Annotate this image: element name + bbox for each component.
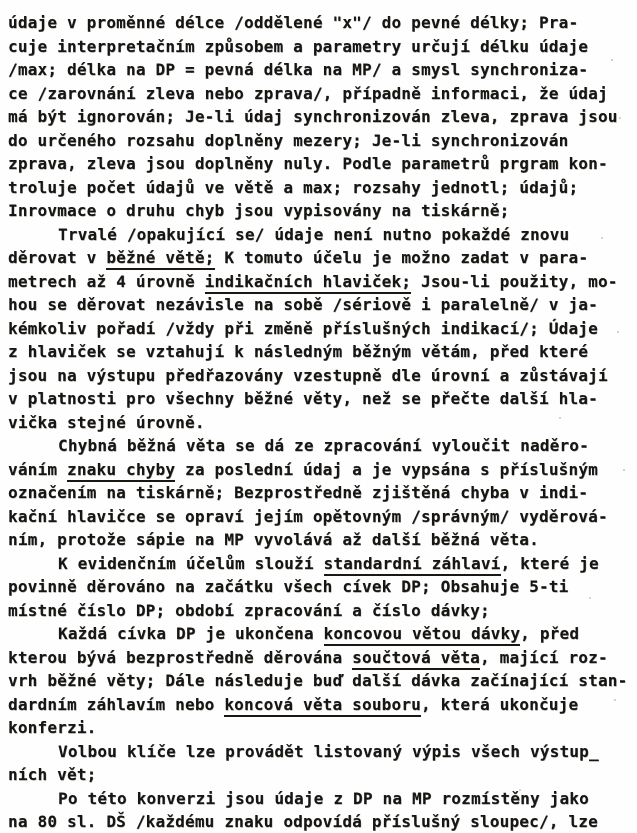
- text-line: [8, 58, 633, 82]
- text-segment: Každá cívka DP je ukončena: [58, 624, 324, 643]
- text-line: [8, 270, 633, 294]
- text-segment: váním: [8, 459, 67, 479]
- text-line: [8, 176, 633, 200]
- underlined-text-segment: indikačních hlaviček;: [205, 272, 412, 294]
- text-line: [8, 317, 633, 341]
- text-segment: má být ignorován; Je-li údaj synchronizován zleva, zprava jsou: [8, 107, 618, 126]
- text-line: [8, 481, 633, 505]
- text-segment: jsou na výstupu předřazovány vzestupně dle úrovní a zůstávají: [8, 365, 608, 385]
- text-segment: na 80 sl. DŠ /každému znaku odpovídá příslušný sloupec/, lze: [8, 812, 598, 831]
- text-line: [8, 763, 633, 787]
- text-segment: místné číslo DP; období zpracování a číslo dávky;: [8, 600, 490, 620]
- text-line: [8, 105, 633, 129]
- text-line: [8, 293, 633, 317]
- text-block: [8, 11, 633, 833]
- text-segment: údaje v proměnné délce /oddělené "x"/ do pevné délky; Pra-: [8, 13, 579, 32]
- text-segment: troluje počet údajů ve větě a max; rozsahy jednotl; údajů;: [8, 177, 579, 197]
- underlined-text-segment: koncovou větou dávky: [324, 624, 521, 646]
- underlined-text-segment: součtová věta: [352, 648, 480, 670]
- text-segment: , která ukončuje: [420, 694, 579, 714]
- text-line: [8, 810, 633, 833]
- text-segment: ních vět;: [8, 765, 97, 784]
- text-segment: dardním záhlavím nebo: [8, 694, 225, 714]
- text-line: [8, 152, 633, 176]
- text-line: [8, 622, 633, 646]
- text-line: [8, 82, 633, 106]
- text-segment: Po této konverzi jsou údaje z DP na MP rozmístěny jako: [58, 788, 589, 808]
- text-segment: K tomuto účelu je možno zadat v para-: [214, 248, 589, 267]
- text-segment: , které je: [500, 553, 599, 573]
- text-segment: metrech až 4 úrovně: [8, 271, 205, 291]
- text-line: [8, 505, 633, 529]
- text-segment: zprava, zleva jsou doplněny nuly. Podle parametrů prgram kon-: [8, 154, 608, 173]
- text-line: [8, 11, 633, 35]
- text-segment: cuje interpretačním způsobem a parametry určují délku údaje: [8, 36, 589, 56]
- text-segment: z hlaviček se vztahují k následným běžným větám, před které: [8, 342, 589, 361]
- underlined-text-segment: znaku chyby: [67, 460, 175, 482]
- underlined-text-segment: standardní záhlaví: [324, 554, 501, 576]
- text-line: [8, 340, 633, 364]
- text-line: [8, 364, 633, 388]
- underlined-text-segment: běžné větě;: [106, 248, 214, 270]
- text-segment: do určeného rozsahu doplněny mezery; Je-li synchronizován: [8, 130, 569, 150]
- text-segment: kační hlavičce se opraví jejím opětovným /správným/ vyděrová-: [8, 506, 608, 526]
- text-line: [8, 246, 633, 270]
- text-line: [8, 434, 633, 458]
- text-line: [8, 199, 633, 223]
- text-segment: děrovat v: [8, 248, 107, 267]
- text-line: [8, 669, 633, 693]
- text-segment: kterou bývá bezprostředně děrována: [8, 647, 353, 667]
- text-line: [8, 35, 633, 59]
- text-line: [8, 223, 633, 247]
- text-line: [8, 387, 633, 411]
- text-segment: , před: [520, 624, 580, 643]
- text-line: [8, 599, 633, 623]
- text-line: [8, 787, 633, 811]
- text-segment: K evidenčním účelům slouží: [58, 553, 324, 573]
- text-segment: kémkoliv pořadí /vždy při změně příslušných indikací/; Údaje: [8, 318, 598, 338]
- text-line: [8, 693, 633, 717]
- text-segment: Jsou-li použity, mo-: [411, 271, 618, 291]
- underlined-text-segment: koncová věta souboru: [224, 695, 421, 717]
- text-line: [8, 552, 633, 576]
- text-line: [8, 528, 633, 552]
- text-segment: ce /zarovnání zleva nebo zprava/, případně informaci, že údaj: [8, 83, 608, 103]
- text-segment: vička stejné úrovně.: [8, 412, 205, 432]
- text-line: [8, 740, 633, 764]
- text-line: [8, 129, 633, 153]
- text-segment: povinně děrováno na začátku všech cívek DP; Obsahuje 5-ti: [8, 577, 569, 596]
- text-segment: Inrovmace o druhu chyb jsou vypisovány na tiskárně;: [8, 201, 510, 220]
- text-segment: hou se děrovat nezávisle na sobě /sériově i paralelně/ v ja-: [8, 295, 598, 314]
- text-segment: , mající roz-: [479, 647, 608, 667]
- text-segment: konferzi.: [8, 718, 97, 737]
- text-segment: Chybná běžná věta se dá ze zpracování vyloučit naděro-: [58, 436, 589, 455]
- text-segment: /max; délka na DP = pevná délka na MP/ a smysl synchroniza-: [8, 60, 589, 79]
- text-segment: označením na tiskárně; Bezprostředně zjištěná chyba v indi-: [8, 483, 589, 502]
- text-segment: v platnosti pro všechny běžné věty, než se přečte další hla-: [8, 389, 598, 408]
- text-line: [8, 646, 633, 670]
- text-line: [8, 411, 633, 435]
- text-line: [8, 716, 633, 740]
- text-segment: ním, protože sápie na MP vyvolává až další běžná věta.: [8, 530, 539, 549]
- text-line: [8, 458, 633, 482]
- text-segment: Trvalé /opakující se/ údaje není nutno pokaždé znovu: [58, 224, 570, 244]
- text-segment: za poslední údaj a je vypsána s příslušným: [175, 459, 598, 479]
- text-segment: vrh běžné věty; Dále následuje buď další dávka začínající stan-: [8, 671, 628, 690]
- text-line: [8, 575, 633, 599]
- text-segment: Volbou klíče lze provádět listovaný výpis všech výstup_: [58, 741, 599, 761]
